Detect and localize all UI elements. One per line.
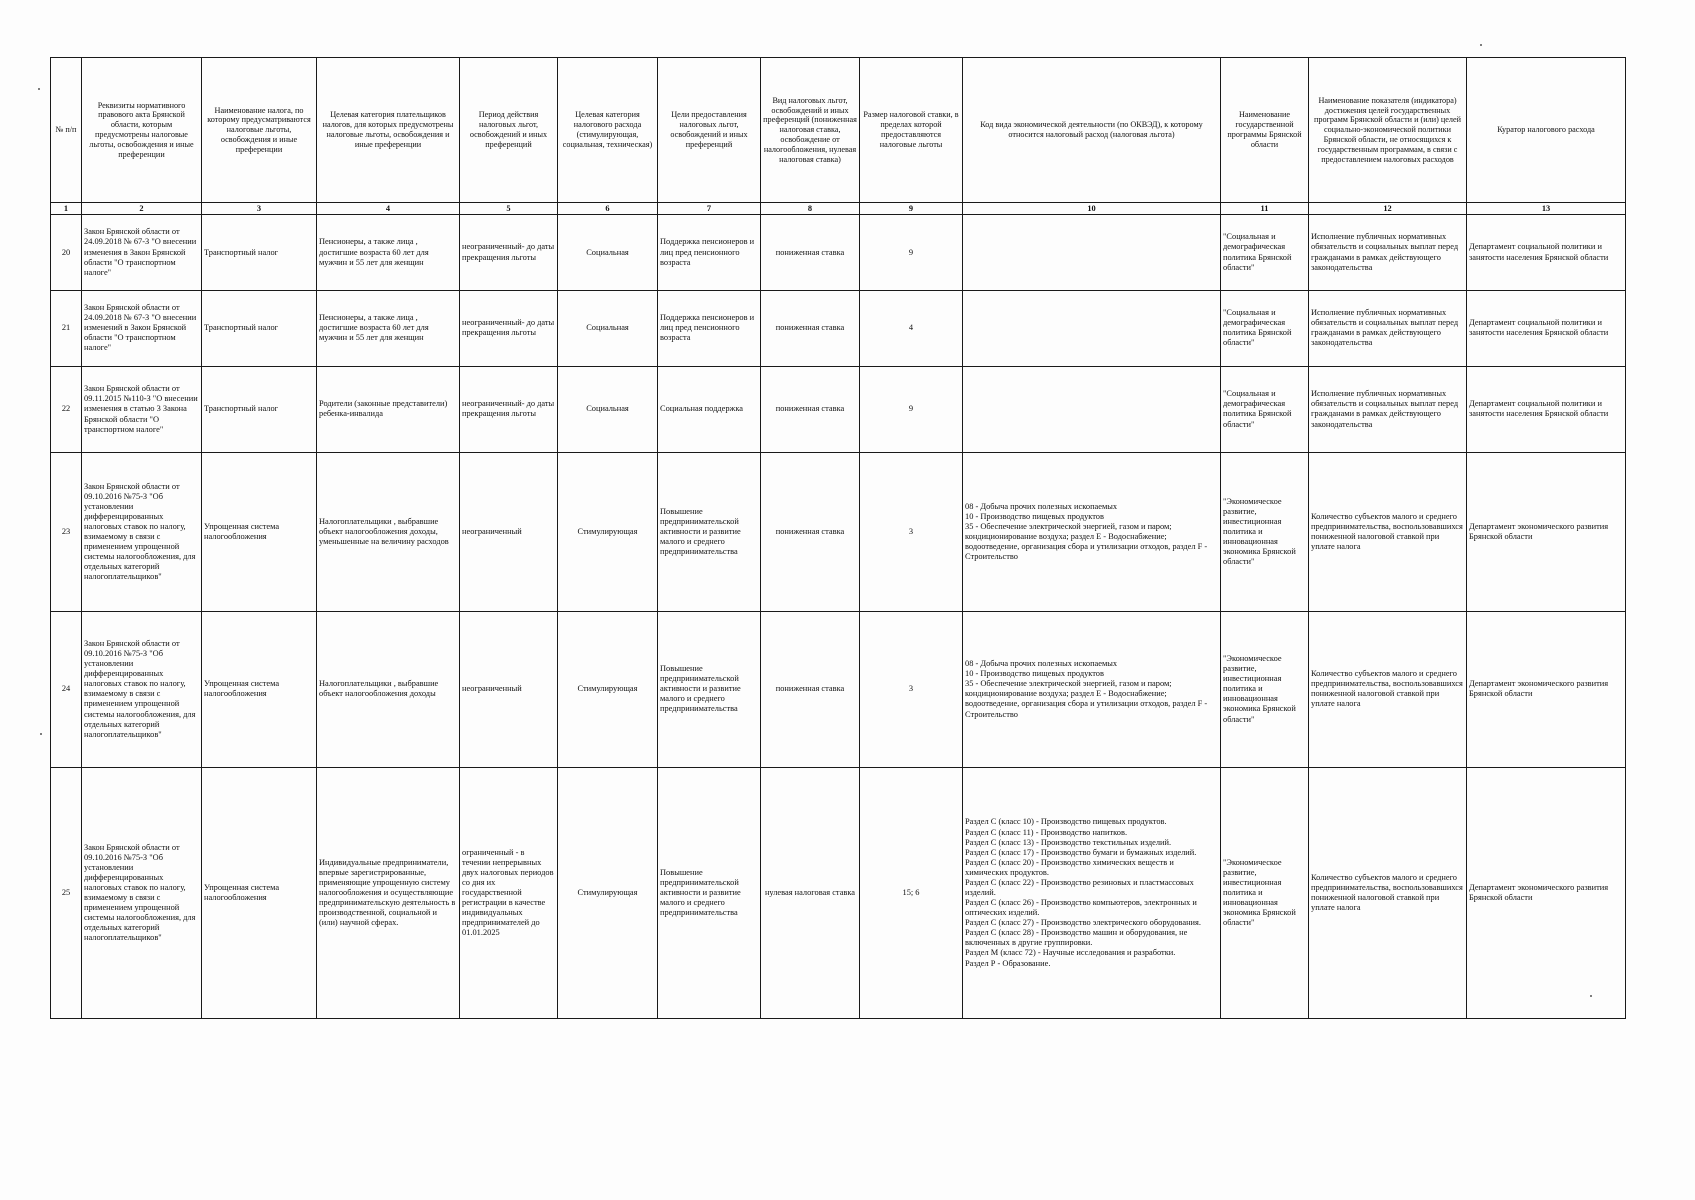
table-row (51, 611, 1626, 767)
category-cell: Родители (законные представители) ребенка-инвалида (317, 366, 460, 452)
header-cell: Код вида экономической деятельности (по ОКВЭД), к которому относится налоговый расход (налоговая льгота) (963, 58, 1221, 203)
act-cell: Закон Брянской области от 09.11.2015 №110-З "О внесении изменения в статью 3 Закона Брянской области "О транспортном налоге" (82, 366, 202, 452)
rate-cell: 3 (860, 453, 963, 611)
okved-line: Раздел С (класс 27) - Производство электрического оборудования. (965, 918, 1201, 928)
header-cell: Цели предоставления налоговых льгот, освобождений и иных преференций (658, 58, 761, 203)
table-row (51, 768, 1626, 1019)
rate-cell: 15; 6 (860, 768, 963, 1019)
indicator-cell: Исполнение публичных нормативных обязательств и социальных выплат перед гражданами в рамках действующего законодательства (1309, 366, 1467, 452)
program-cell: "Социальная и демографическая политика Брянской области" (1221, 215, 1309, 290)
scan-speck (1590, 995, 1592, 997)
program-cell: "Экономическое развитие, инвестиционная политика и инновационная экономика Брянской области" (1221, 611, 1309, 767)
header-cell: Целевая категория плательщиков налогов, для которых предусмотрены налоговые льготы, освобождения и иные преференции (317, 58, 460, 203)
goal-cell: Поддержка пенсионеров и лиц пред пенсионного возраста (658, 215, 761, 290)
table-row (51, 290, 1626, 366)
column-number: 10 (963, 203, 1221, 215)
goal-cell: Социальная поддержка (658, 366, 761, 452)
tax-expenditure-table (50, 57, 1626, 1019)
tax-cell: Транспортный налог (202, 290, 317, 366)
kind-cell: пониженная ставка (761, 215, 860, 290)
program-cell: "Социальная и демографическая политика Брянской области" (1221, 290, 1309, 366)
rate-cell: 4 (860, 290, 963, 366)
indicator-cell: Исполнение публичных нормативных обязательств и социальных выплат перед гражданами в рамках действующего законодательства (1309, 290, 1467, 366)
header-cell: Наименование государственной программы Брянской области (1221, 58, 1309, 203)
header-cell: Куратор налогового расхода (1467, 58, 1626, 203)
category-cell: Пенсионеры, а также лица , достигшие возраста 60 лет для мужчин и 55 лет для женщин (317, 290, 460, 366)
column-number: 12 (1309, 203, 1467, 215)
period-cell: неограниченный- до даты прекращения льготы (460, 366, 558, 452)
okved-cell (963, 215, 1221, 290)
column-number: 4 (317, 203, 460, 215)
kind-cell: пониженная ставка (761, 290, 860, 366)
header-cell: Целевая категория налогового расхода (стимулирующая, социальная, техническая) (558, 58, 658, 203)
okved-line: Раздел С (класс 20) - Производство химических веществ и химических продуктов. (965, 857, 1174, 877)
header-cell: Период действия налоговых льгот, освобождений и иных преференций (460, 58, 558, 203)
curator-cell: Департамент социальной политики и занятости населения Брянской области (1467, 290, 1626, 366)
column-number: 11 (1221, 203, 1309, 215)
act-cell: Закон Брянской области от 09.10.2016 №75-З "Об установлении дифференцированных налоговых ставок по налогу, взимаемому в связи с применением упрощенной системы налогообложения, для отдельных категорий налогоплательщиков" (82, 768, 202, 1019)
indicator-cell: Количество субъектов малого и среднего предпринимательства, воспользовавшихся пониженной налоговой ставкой при уплате налога (1309, 453, 1467, 611)
curator-cell: Департамент экономического развития Брянской области (1467, 611, 1626, 767)
category-cell: Пенсионеры, а также лица , достигшие возраста 60 лет для мужчин и 55 лет для женщин (317, 215, 460, 290)
okved-line: Раздел С (класс 10) - Производство пищевых продуктов. (965, 817, 1167, 827)
column-number: 7 (658, 203, 761, 215)
okved-line: Раздел С (класс 11) - Производство напитков. (965, 827, 1128, 837)
okved-line: Раздел С (класс 17) - Производство бумаги и бумажных изделий. (965, 847, 1197, 857)
program-cell: "Социальная и демографическая политика Брянской области" (1221, 366, 1309, 452)
rate-cell: 9 (860, 215, 963, 290)
category-cell: Налогоплательщики , выбравшие объект налогообложения доходы, уменьшенные на величину расходов (317, 453, 460, 611)
table-header-row (51, 58, 1626, 203)
category-cell: Индивидуальные предприниматели, впервые зарегистрированные, применяющие упрощенную систему налогообложения и осуществляющие предпринимательскую деятельность в производственной, социальной и (или) научной сферах. (317, 768, 460, 1019)
column-number: 1 (51, 203, 82, 215)
curator-cell: Департамент социальной политики и занятости населения Брянской области (1467, 215, 1626, 290)
column-number: 2 (82, 203, 202, 215)
period-cell: неограниченный (460, 611, 558, 767)
tax-cell: Упрощенная система налогообложения (202, 611, 317, 767)
okved-line: 35 - Обеспечение электрической энергией, газом и паром; кондиционирование воздуха; раздел Е - Водоснабжение; водоотведение, организация сбора и утилизации отходов, раздел F - Строительство (965, 521, 1208, 562)
header-cell: Реквизиты нормативного правового акта Брянской области, которым предусмотрены налоговые льготы, освобождения и иные преференции (82, 58, 202, 203)
act-cell: Закон Брянской области от 24.09.2018 № 67-З "О внесении изменений в Закон Брянской области "О транспортном налоге" (82, 290, 202, 366)
category-cell: Налогоплательщики , выбравшие объект налогообложения доходы (317, 611, 460, 767)
column-number: 9 (860, 203, 963, 215)
column-number: 8 (761, 203, 860, 215)
scan-speck (1480, 44, 1482, 46)
row-number: 22 (51, 366, 82, 452)
row-number: 23 (51, 453, 82, 611)
header-cell: Наименование налога, по которому предусматриваются налоговые льготы, освобождения и иные преференции (202, 58, 317, 203)
header-cell: № п/п (51, 58, 82, 203)
act-cell: Закон Брянской области от 09.10.2016 №75-З "Об установлении дифференцированных налоговых ставок по налогу, взимаемому в связи с применением упрощенной системы налогообложения, для отдельных категорий налогоплательщиков" (82, 453, 202, 611)
indicator-cell: Количество субъектов малого и среднего предпринимательства, воспользовавшихся пониженной налоговой ставкой при уплате налога (1309, 611, 1467, 767)
type-cell: Стимулирующая (558, 768, 658, 1019)
indicator-cell: Исполнение публичных нормативных обязательств и социальных выплат перед гражданами в рамках действующего законодательства (1309, 215, 1467, 290)
okved-line: 10 - Производство пищевых продуктов (965, 511, 1104, 521)
header-cell: Размер налоговой ставки, в пределах которой предоставляются налоговые льготы (860, 58, 963, 203)
curator-cell: Департамент экономического развития Брянской области (1467, 768, 1626, 1019)
period-cell: неограниченный- до даты прекращения льготы (460, 215, 558, 290)
okved-cell (963, 611, 1221, 767)
column-number-row (51, 203, 1626, 215)
okved-cell (963, 290, 1221, 366)
scan-speck (40, 733, 42, 735)
type-cell: Социальная (558, 215, 658, 290)
okved-line: Раздел С (класс 13) - Производство текстильных изделий. (965, 837, 1172, 847)
kind-cell: нулевая налоговая ставка (761, 768, 860, 1019)
kind-cell: пониженная ставка (761, 453, 860, 611)
rate-cell: 3 (860, 611, 963, 767)
okved-line: 10 - Производство пищевых продуктов (965, 669, 1104, 679)
okved-line: Раздел С (класс 22) - Производство резиновых и пластмассовых изделий. (965, 877, 1194, 897)
row-number: 24 (51, 611, 82, 767)
table-row (51, 453, 1626, 611)
goal-cell: Поддержка пенсионеров и лиц пред пенсионного возраста (658, 290, 761, 366)
okved-line: 08 - Добыча прочих полезных ископаемых (965, 659, 1118, 669)
column-number: 3 (202, 203, 317, 215)
tax-cell: Упрощенная система налогообложения (202, 768, 317, 1019)
table-row (51, 215, 1626, 290)
scan-speck (38, 88, 40, 90)
column-number: 6 (558, 203, 658, 215)
header-cell: Наименование показателя (индикатора) достижения целей государственных программ Брянской области и (или) целей социально-экономической политики Брянской области, не относящихся к государственным программам, в связи с предоставлением налоговых расходов (1309, 58, 1467, 203)
period-cell: неограниченный- до даты прекращения льготы (460, 290, 558, 366)
column-number: 5 (460, 203, 558, 215)
period-cell: неограниченный (460, 453, 558, 611)
kind-cell: пониженная ставка (761, 611, 860, 767)
row-number: 21 (51, 290, 82, 366)
type-cell: Стимулирующая (558, 453, 658, 611)
type-cell: Социальная (558, 290, 658, 366)
act-cell: Закон Брянской области от 24.09.2018 № 67-З "О внесении изменения в Закон Брянской области "О транспортном налоге" (82, 215, 202, 290)
row-number: 25 (51, 768, 82, 1019)
period-cell: ограниченный - в течении непрерывных двух налоговых периодов со дня их государственной регистрации в качестве индивидуальных предпринимателей до 01.01.2025 (460, 768, 558, 1019)
program-cell: "Экономическое развитие, инвестиционная политика и инновационная экономика Брянской области" (1221, 768, 1309, 1019)
okved-cell (963, 366, 1221, 452)
kind-cell: пониженная ставка (761, 366, 860, 452)
type-cell: Социальная (558, 366, 658, 452)
okved-cell (963, 453, 1221, 611)
header-cell: Вид налоговых льгот, освобождений и иных преференций (пониженная налоговая ставка, освобождение от налогообложения, нулевая налоговая ставка) (761, 58, 860, 203)
column-number: 13 (1467, 203, 1626, 215)
goal-cell: Повышение предпринимательской активности и развитие малого и среднего предпринимательства (658, 768, 761, 1019)
type-cell: Стимулирующая (558, 611, 658, 767)
okved-line: Раздел С (класс 26) - Производство компьютеров, электронных и оптических изделий. (965, 898, 1197, 918)
curator-cell: Департамент социальной политики и занятости населения Брянской области (1467, 366, 1626, 452)
goal-cell: Повышение предпринимательской активности и развитие малого и среднего предпринимательства (658, 453, 761, 611)
table-row (51, 366, 1626, 452)
row-number: 20 (51, 215, 82, 290)
okved-line: Раздел С (класс 28) - Производство машин и оборудования, не включенных в другие группировки. (965, 928, 1188, 948)
program-cell: "Экономическое развитие, инвестиционная политика и инновационная экономика Брянской области" (1221, 453, 1309, 611)
tax-cell: Транспортный налог (202, 366, 317, 452)
okved-line: 35 - Обеспечение электрической энергией, газом и паром; кондиционирование воздуха; раздел Е - Водоснабжение; водоотведение, организация сбора и утилизации отходов, раздел F - Строительство (965, 679, 1208, 719)
okved-line: Раздел Р - Образование. (965, 958, 1051, 968)
curator-cell: Департамент экономического развития Брянской области (1467, 453, 1626, 611)
okved-cell (963, 768, 1221, 1019)
tax-cell: Транспортный налог (202, 215, 317, 290)
rate-cell: 9 (860, 366, 963, 452)
tax-cell: Упрощенная система налогообложения (202, 453, 317, 611)
indicator-cell: Количество субъектов малого и среднего предпринимательства, воспользовавшихся пониженной налоговой ставкой при уплате налога (1309, 768, 1467, 1019)
goal-cell: Повышение предпринимательской активности и развитие малого и среднего предпринимательства (658, 611, 761, 767)
okved-line: 08 - Добыча прочих полезных ископаемых (965, 501, 1118, 511)
okved-line: Раздел М (класс 72) - Научные исследования и разработки. (965, 948, 1176, 958)
act-cell: Закон Брянской области от 09.10.2016 №75-З "Об установлении дифференцированных налоговых ставок по налогу, взимаемому в связи с применением упрощенной системы налогообложения, для отдельных категорий налогоплательщиков" (82, 611, 202, 767)
